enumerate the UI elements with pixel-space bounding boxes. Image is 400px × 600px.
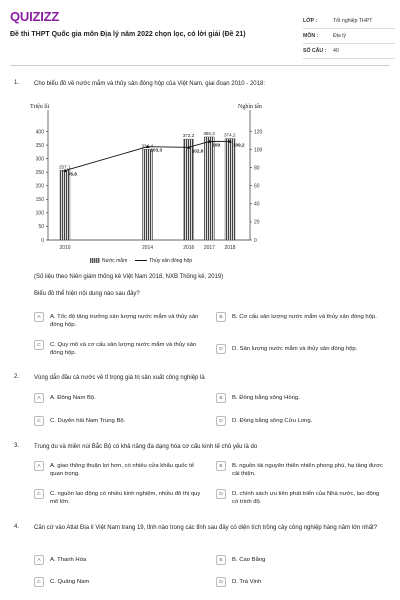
- legend-bar-swatch: [90, 258, 100, 263]
- line-data-label: 109,2: [233, 142, 245, 148]
- option-a[interactable]: [34, 556, 204, 565]
- option-d[interactable]: [216, 578, 386, 587]
- question-number: 1.: [14, 80, 20, 86]
- meta-key: MÔN :: [303, 33, 319, 39]
- legend-label: Thủy sản đóng hộp: [149, 258, 193, 264]
- option-text: B. Cơ cấu sản lượng nước mắm và thủy sản đóng hộp.: [232, 314, 377, 320]
- y-left-tick-label: 0: [41, 237, 44, 244]
- bar-data-label: 372,2: [182, 133, 195, 139]
- question-text: Cho biểu đồ về nước mắm và thủy sản đóng hộp của Việt Nam, giai đoạn 2010 - 2018:: [34, 81, 265, 87]
- option-letter: D: [216, 416, 226, 426]
- option-b[interactable]: [216, 394, 386, 403]
- document-title: Đề thi THPT Quốc gia môn Địa lý năm 2022 chọn lọc, có lời giải (Đề 21): [10, 31, 246, 38]
- line-data-label: 102,6: [191, 148, 204, 154]
- bar-data-label: 257,1: [59, 164, 71, 170]
- bar: [60, 170, 70, 240]
- chart-source: (Số liệu theo Niên giám thống kê Việt Nam 2018, NXB Thống kê, 2019): [34, 274, 224, 280]
- y-right-axis-label: Nghìn tấn: [238, 104, 262, 110]
- option-letter: B: [216, 312, 226, 322]
- y-right-tick-label: 40: [254, 201, 260, 208]
- meta-table: [303, 14, 395, 59]
- y-right-tick-label: 80: [254, 165, 260, 172]
- option-b[interactable]: [216, 313, 386, 322]
- bar: [225, 139, 235, 240]
- x-tick-label: 2016: [183, 245, 195, 251]
- option-letter: A: [34, 555, 44, 565]
- option-text: C. Quy mô và cơ cấu sản lượng nước mắm và thủy sản đóng hộp.: [50, 342, 197, 356]
- y-right-tick-label: 60: [254, 183, 260, 190]
- question-text: Trung du và miền núi Bắc Bộ có khả năng đa dạng hóa cơ cấu kinh tế chủ yếu là do: [34, 444, 258, 450]
- meta-key: SỐ CÂU :: [303, 48, 327, 54]
- option-c[interactable]: [34, 417, 204, 426]
- question-number: 4.: [14, 524, 20, 530]
- meta-value: Địa lý: [333, 33, 346, 39]
- option-c[interactable]: [34, 341, 204, 357]
- option-letter: A: [34, 312, 44, 322]
- option-text: C. Quảng Nam: [50, 579, 90, 585]
- option-text: B. nguồn tài nguyên thiên nhiên phong phú, hạ tầng được cải thiện.: [232, 463, 383, 477]
- y-left-tick-label: 400: [35, 129, 44, 136]
- option-letter: C: [34, 577, 44, 587]
- x-tick-label: 2014: [141, 245, 154, 251]
- y-left-tick-label: 350: [35, 142, 44, 149]
- option-text: D. Đồng bằng sông Cửu Long.: [232, 418, 313, 424]
- question-text: Vùng dẫn đầu cả nước về tỉ trọng giá trị sản xuất công nghiệp là: [34, 375, 205, 381]
- chart-legend: [90, 258, 192, 264]
- option-letter: B: [216, 393, 226, 403]
- legend-item-bar: [90, 258, 127, 264]
- x-tick-label: 2018: [224, 245, 236, 251]
- line-data-label: 103,3: [150, 147, 162, 153]
- chart: [20, 98, 280, 258]
- option-d[interactable]: [216, 417, 386, 426]
- meta-row-class: [303, 14, 395, 29]
- question-prompt: Biểu đồ thể hiện nội dung nào sau đây?: [34, 291, 140, 297]
- y-right-tick-label: 20: [254, 219, 260, 226]
- meta-row-subject: [303, 29, 395, 44]
- line-data-label: 76,8: [68, 171, 77, 177]
- legend-line-swatch: [135, 260, 147, 261]
- y-left-tick-label: 150: [35, 197, 44, 204]
- option-a[interactable]: [34, 462, 204, 478]
- y-right-tick-label: 100: [254, 147, 263, 154]
- option-c[interactable]: [34, 490, 204, 506]
- bar-data-label: 334,4: [141, 143, 153, 149]
- option-b[interactable]: [216, 556, 386, 565]
- option-text: B. Đồng bằng sông Hồng.: [232, 395, 300, 401]
- meta-key: LỚP :: [303, 18, 318, 24]
- option-letter: D: [216, 577, 226, 587]
- meta-value: Tốt nghiệp THPT: [333, 18, 373, 24]
- line-data-label: 109: [212, 142, 221, 148]
- option-d[interactable]: [216, 345, 386, 354]
- bar: [204, 137, 214, 240]
- x-tick-label: 2010: [59, 245, 71, 251]
- option-letter: C: [34, 340, 44, 350]
- meta-row-count: [303, 44, 395, 59]
- y-left-axis-label: Triệu lít: [30, 104, 50, 110]
- option-c[interactable]: [34, 578, 204, 587]
- option-letter: B: [216, 461, 226, 471]
- option-text: D. Trà Vinh: [232, 579, 262, 585]
- header: [0, 0, 400, 62]
- y-right-tick-label: 0: [254, 237, 257, 244]
- option-letter: D: [216, 489, 226, 499]
- option-text: D. chính sách ưu tiên phát triển của Nhà nước, lao động có trình độ.: [232, 491, 380, 505]
- option-a[interactable]: [34, 313, 204, 329]
- quizizz-logo: QUIZIZZ: [10, 9, 60, 24]
- option-letter: C: [34, 489, 44, 499]
- y-left-tick-label: 250: [35, 170, 44, 177]
- bar-data-label: 374,2: [224, 132, 236, 138]
- y-left-tick-label: 100: [35, 210, 44, 217]
- meta-value: 40: [333, 48, 339, 54]
- y-right-tick-label: 120: [254, 129, 263, 136]
- question-number: 3.: [14, 443, 20, 449]
- legend-item-line: [135, 258, 192, 264]
- bar-data-label: 380,2: [203, 130, 215, 136]
- x-tick-label: 2017: [203, 245, 215, 251]
- y-left-tick-label: 300: [35, 156, 44, 163]
- option-letter: C: [34, 416, 44, 426]
- option-text: A. giao thông thuận lợi hơn, có nhiều cửa khẩu quốc tế quan trọng.: [50, 463, 194, 477]
- question-text: Căn cứ vào Atlat Địa lí Việt Nam trang 19, tỉnh nào trong các tỉnh sau đây có diện tích trồng cây công nghiệp hàng năm lớn nhất?: [34, 525, 378, 531]
- question-number: 2.: [14, 374, 20, 380]
- option-text: A. Thanh Hóa: [50, 557, 87, 563]
- option-text: C. Duyên hải Nam Trung Bộ.: [50, 418, 126, 424]
- option-text: D. Sản lượng nước mắm và thủy sản đóng hộp.: [232, 346, 358, 352]
- option-b[interactable]: [216, 462, 386, 478]
- option-letter: A: [34, 393, 44, 403]
- y-left-tick-label: 200: [35, 183, 44, 190]
- option-letter: D: [216, 344, 226, 354]
- bar: [143, 149, 153, 240]
- y-left-tick-label: 50: [38, 224, 44, 231]
- bar: [184, 139, 194, 240]
- option-letter: A: [34, 461, 44, 471]
- option-text: C. nguồn lao động có nhiều kinh nghiệm, nhiều đô thị quy mô lớn.: [50, 491, 201, 505]
- option-text: B. Cao Bằng: [232, 557, 266, 563]
- header-divider: [10, 65, 390, 66]
- legend-label: Nước mắm: [102, 258, 128, 264]
- option-letter: B: [216, 555, 226, 565]
- option-text: A. Tốc độ tăng trưởng sản lượng nước mắm và thủy sản đóng hộp.: [50, 314, 199, 328]
- option-text: A. Đông Nam Bộ.: [50, 395, 96, 401]
- option-a[interactable]: [34, 394, 204, 403]
- option-d[interactable]: [216, 490, 386, 506]
